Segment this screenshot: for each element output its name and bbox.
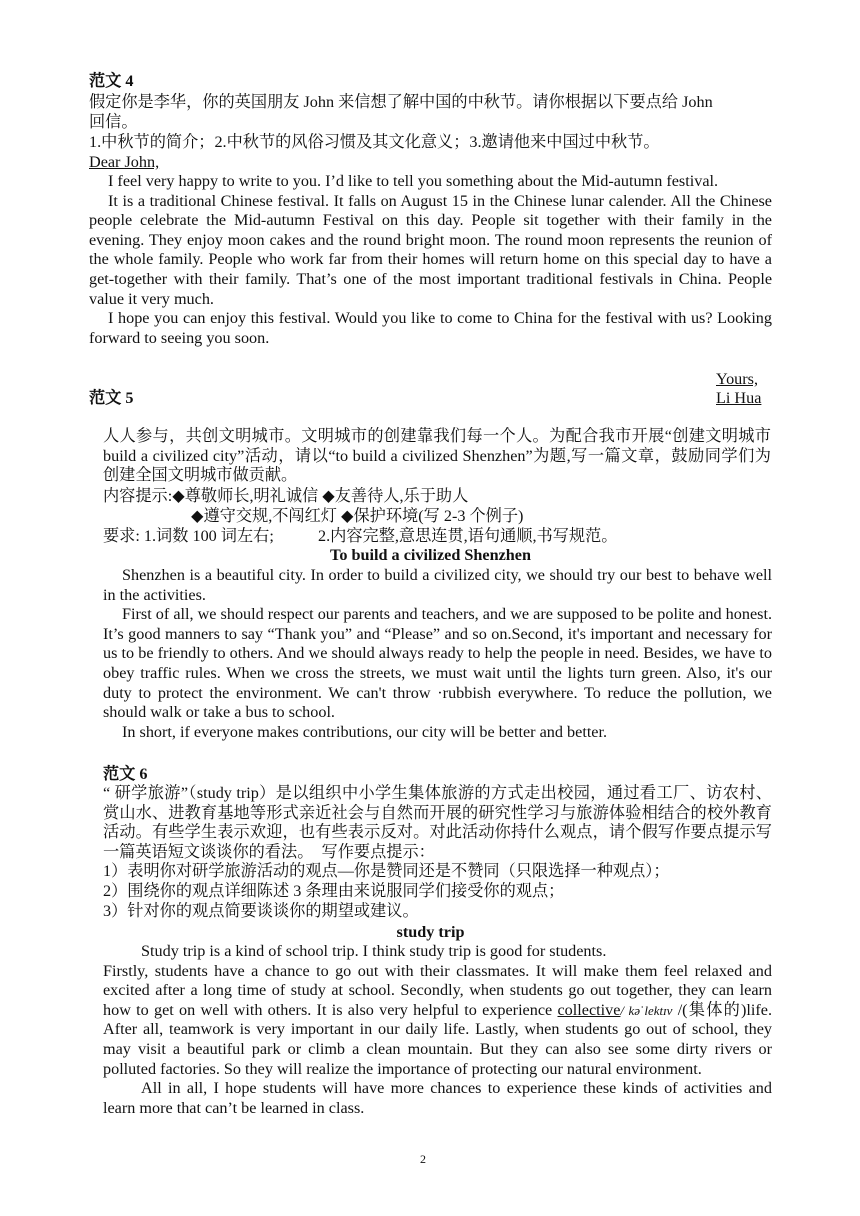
sample4-body (89, 172, 772, 348)
sample6-point: 2）围绕你的观点详细陈述 3 条理由来说服同学们接受你的观点； (103, 881, 565, 900)
sample5-hints-line1: ◆尊敬师长,明礼诚信 ◆友善待人,乐于助人 (172, 487, 469, 505)
sample6-point: 3）针对你的观点简要谈谈你的期望或建议。 (103, 901, 419, 920)
sample6-heading: 范文 6 (103, 765, 148, 783)
sample6-para2-after: /(集体的)life. After all, teamwork is very important in our daily life. Lastly, when students go out of school, they may visit a beautiful park or climb a clean mountain. But they can also see some dirty rivers or polluted factories. So they will realize the importance of protecting our natural environment. (103, 1000, 773, 1078)
sample5-body (103, 566, 772, 742)
sample6-paragraph3: All in all, I hope students will have more chances to experience these kinds of activities and learn more that can’t be learned in class. (103, 1079, 772, 1117)
sample5-hints-label: 内容提示: (103, 487, 173, 505)
sample5-prompt-block (103, 427, 771, 486)
sample6-point: 1）表明你对研学旅游活动的观点—你是赞同还是不赞同（只限选择一种观点）； (103, 862, 670, 881)
sample5-hints (103, 487, 468, 506)
sample4-signature: Li Hua (716, 389, 762, 407)
sample6-para2-before: Firstly, students have a chance to go out with their classmates. It will make them feel relaxed and excited after a long time of study at school. Secondly, when students go out together, they can learn how to get on well with others. It is also very helpful to experience (103, 961, 772, 1019)
sample5-requirements-line2: 2.内容完整,意思连贯,语句通顺,书写规范。 (318, 527, 618, 545)
sample4-paragraph: I feel very happy to write to you. I’d like to tell you something about the Mid-autumn festival. (108, 172, 719, 190)
sample6-collective-word: collective (557, 1000, 621, 1019)
sample5-title: To build a civilized Shenzhen (330, 546, 531, 564)
sample6-prompt-block (103, 784, 772, 921)
sample4-closing: Yours, (716, 370, 758, 388)
sample4-paragraph: I hope you can enjoy this festival. Would you like to come to China for the festival with us? Looking forward to seeing you soon. (89, 309, 772, 347)
sample6-title: study trip (396, 923, 465, 941)
sample5-paragraph: In short, if everyone makes contributions, our city will be better and better. (122, 722, 608, 741)
sample4-points: 1.中秋节的简介；2.中秋节的风俗习惯及其文化意义；3.邀请他来中国过中秋节。 (89, 133, 660, 151)
sample4-heading: 范文 4 (89, 72, 134, 90)
sample6-paragraph1: Study trip is a kind of school trip. I think study trip is good for students. (141, 942, 607, 960)
sample6-phonetic: / kəˈlektɪv (620, 1002, 673, 1018)
sample5-heading: 范文 5 (89, 389, 134, 407)
sample4-paragraph: It is a traditional Chinese festival. It falls on August 15 in the Chinese lunar calender. All the Chinese people celebrate the Mid-autumn Festival on this day. People sit together with their family in the evening. They enjoy moon cakes and the round bright moon. The round moon represents the reunion of the whole family. People who work far from their homes will return home on this special day to have a get-together with their family. That’s one of the most important traditional festivals in China. People value it very much. (89, 191, 772, 308)
sample4-salutation: Dear John, (89, 153, 160, 171)
sample6-prompt: “ 研学旅游”（study trip）是以组织中小学生集体旅游的方式走出校园，通过看工厂、访农村、赏山水、进教育基地等形式亲近社会与自然而开展的研究性学习与旅游体验相结合的校外教育活动。有些学生表示欢迎，也有些表示反对。对此活动你持什么观点，请个假写作要点提示写一篇英语短文谈谈你的看法。 写作要点提示： (103, 784, 772, 861)
sample5-paragraph: First of all, we should respect our parents and teachers, and we are supposed to be polite and honest. It’s good manners to say “Thank you” and “Please” and so on.Second, it's important and necessary for us to be friendly to others. And we should always ready to help the people in need. Besides, we have to obey traffic rules. When we cross the streets, we must wait until the lights turn green. Also, it's our duty to protect the environment. We can't throw ·rubbish everywhere. To reduce the pollution, we should walk or take a bus to school. (103, 605, 772, 722)
sample4-prompt-line1: 假定你是李华，你的英国朋友 John 来信想了解中国的中秋节。请你根据以下要点给 John (89, 93, 713, 111)
sample5-paragraph: Shenzhen is a beautiful city. In order to build a civilized city, we should try our best to behave well in the activities. (103, 566, 772, 604)
sample6-body (103, 942, 772, 1118)
sample5-prompt: 人人参与，共创文明城市。文明城市的创建靠我们每一个人。为配合我市开展“创建文明城市 build a civilized city”活动，请以“to build a civilized Shenzhen”为题,写一篇文章，鼓励同学们为创建全国文明城市做贡献。 (103, 427, 771, 485)
sample4-prompt-line2: 回信。 (89, 113, 138, 131)
page-number: 2 (420, 1152, 426, 1166)
sample6-paragraph2 (103, 962, 772, 1080)
sample5-hints-line2: ◆遵守交规,不闯红灯 ◆保护环境(写 2-3 个例子) (191, 507, 524, 525)
sample5-requirements-line1: 要求: 1.词数 100 词左右; (103, 527, 274, 545)
